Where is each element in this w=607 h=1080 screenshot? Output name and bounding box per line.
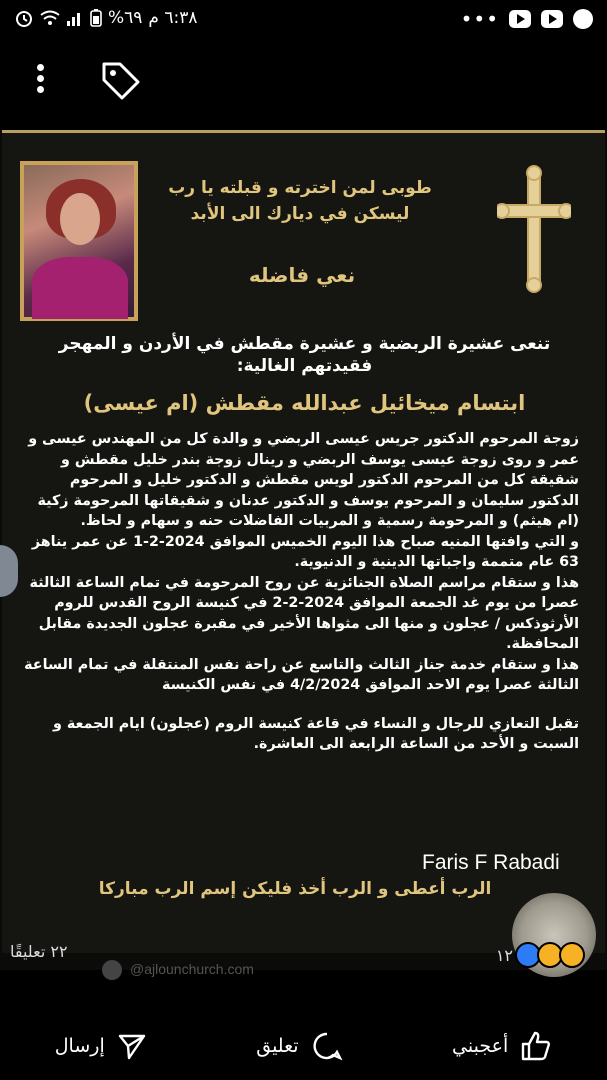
verse-text: طوبى لمن اخترته و قبلته يا رب ليسكن في ديارك الى الأبد [168,178,432,224]
portrait-photo [20,161,138,321]
signal-icon [66,10,84,26]
obituary-body [19,429,579,755]
obituary-title: نعي فاضله [248,263,356,287]
battery-percent: ٦٩% [108,8,143,28]
post-toolbar [0,50,607,110]
announcement-heading: تنعى عشيرة الربضية و عشيرة مقطش في الأردن و المهجر فقيدتهم الغالية: [58,334,551,376]
action-bar [0,1018,607,1074]
sad-reaction-icon [559,942,585,968]
time: ٦:٣٨ م [148,8,198,28]
alarm-icon [14,8,34,28]
watermark-text: @ajlounchurch.com [130,961,254,977]
send-button[interactable] [55,1031,147,1061]
comment-label: تعليق [256,1035,299,1057]
paragraph: زوجة المرحوم الدكتور جريس عيسى الربضي و والدة كل من المهندس عيسى و عمر و روى زوجة عيسى يوسف الربضي و رينال زوجة بندر خليل مقطش و شقيقة كل من المرحوم الدكتور لويس مقطش و الدكتور خليل و المرحوم الدكتور سليمان و المرحوم يوسف و الدكتور عدنان و شقيقاتها المرحومة زكية (ام هيثم) و المرحومة رسمية و المربيات الفاضلات حنه و سهام و لحاظ. [28,431,579,529]
comment-button[interactable] [256,1030,342,1062]
wifi-icon [40,10,60,26]
more-dots-icon: ••• [460,7,499,31]
likes-count: ١٢ [495,945,513,965]
paragraph: تقبل التعازي للرجال و النساء في قاعة كنيسة الروم (عجلون) ايام الجمعة و السبت و الأحد من الساعة الرابعة الى العاشرة. [52,715,579,752]
cross-icon [497,165,571,295]
more-vertical-icon[interactable] [28,60,52,100]
youtube-icon [509,10,531,28]
paragraph: هذا و ستقام خدمة جناز الثالث والتاسع عن راحة نفس المنتقلة في تمام الساعة الثالثة عصرا يوم الاحد الموافق 4/2/2024 في نفس الكنيسة [24,656,579,693]
closing-verse: الرب أعطى و الرب أخذ فليكن إسم الرب مباركا [98,879,492,899]
like-button[interactable] [452,1030,552,1062]
status-bar [0,0,607,38]
status-left [14,8,197,28]
status-right [461,9,593,29]
post-image[interactable] [0,130,607,977]
youtube-icon [541,10,563,28]
send-label: إرسال [54,1035,105,1057]
thumbs-up-icon [520,1030,552,1062]
battery-icon [90,9,102,27]
engagement-counts [0,940,607,968]
reactions-summary[interactable] [496,942,585,968]
tag-icon[interactable] [98,58,144,104]
paragraph: و التي وافتها المنيه صباح هذا اليوم الخميس الموافق 2024-2-1 عن عمر يناهز 63 عام متممة واجباتها الدينية و الدنيوية. [31,533,579,570]
comments-count[interactable]: ٢٢ تعليقًا [10,942,68,961]
deceased-name: ابتسام ميخائيل عبدالله مقطش (ام عيسى) [83,391,526,415]
whatsapp-icon [573,9,593,29]
paragraph: هذا و ستقام مراسم الصلاة الجنائزية عن روح المرحومة في تمام الساعة الثالثة عصرا من يوم غد الجمعة الموافق 2024-2-2 في كنيسة الروح القدس للروم الأرثوذكس / عجلون و منها الى مثواها الأخير في مقبرة عجلون الجديدة مقابل المحافظة. [29,574,579,652]
like-label: أعجبني [452,1035,509,1057]
signature: Faris F Rabadi [422,851,560,874]
send-icon [117,1031,147,1061]
comment-icon [311,1030,343,1062]
